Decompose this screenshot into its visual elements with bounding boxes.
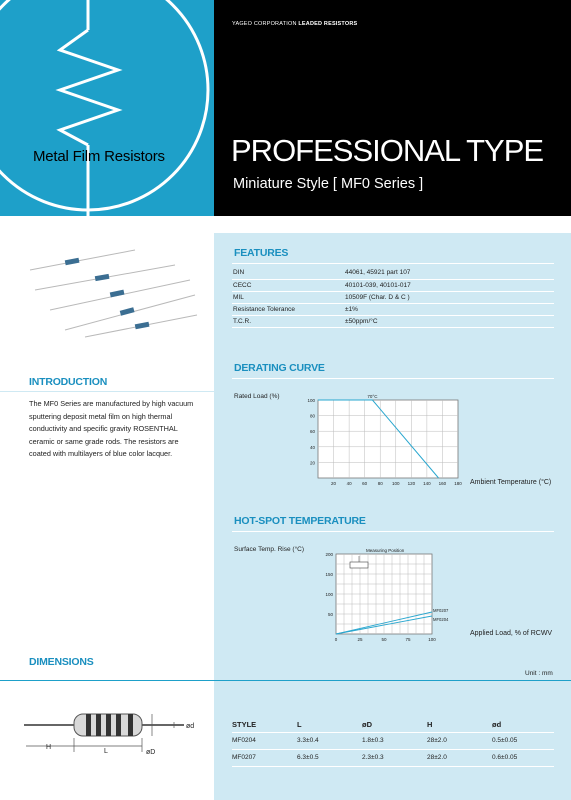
corp-prefix: YAGEO CORPORATION <box>232 21 297 27</box>
introduction-text: The MF0 Series are manufactured by high vacuum sputtering deposit metal film on high thermal conductivity and specific gravity ROSENTHAL ceramic or same grade rods. The resistors are coated with multilayers of blue color lacquer. <box>29 399 194 459</box>
x-tick-label: 60 <box>362 481 368 486</box>
x-tick-label: 140 <box>423 481 431 486</box>
x-tick-label: 25 <box>357 637 363 642</box>
table-cell: 6.3±0.5 <box>297 749 362 766</box>
divider <box>232 263 554 264</box>
y-tick-label: 150 <box>325 572 333 577</box>
y-tick-label: 100 <box>325 592 333 597</box>
feature-value: 40101-039, 40101-017 <box>344 279 554 291</box>
derating-ylabel: Rated Load (%) <box>234 393 280 400</box>
diagram-label-od-big: øD <box>146 749 156 756</box>
feature-key: DIN <box>232 267 344 279</box>
x-tick-label: 120 <box>407 481 416 486</box>
feature-key: Resistance Tolerance <box>232 303 344 315</box>
table-cell: 1.8±0.3 <box>362 732 427 749</box>
introduction-heading: INTRODUCTION <box>29 376 108 388</box>
header <box>0 0 571 216</box>
diagram-label-od-small: ød <box>186 723 195 730</box>
features-table <box>232 267 554 328</box>
derating-heading: DERATING CURVE <box>234 362 325 374</box>
table-row <box>232 303 554 315</box>
resistor-logo-icon <box>0 0 214 216</box>
x-tick-label: 100 <box>392 481 400 486</box>
hotspot-heading: HOT-SPOT TEMPERATURE <box>234 515 366 527</box>
divider <box>0 680 571 681</box>
dimensions-heading: DIMENSIONS <box>29 656 94 668</box>
hotspot-chart <box>318 540 458 644</box>
x-tick-label: 180 <box>454 481 462 486</box>
column-header: L <box>297 718 362 732</box>
derating-chart <box>298 386 468 492</box>
y-tick-label: 50 <box>327 612 333 617</box>
x-tick-label: 50 <box>381 637 387 642</box>
unit-label: Unit : mm <box>525 670 553 677</box>
feature-key: CECC <box>232 279 344 291</box>
measuring-resistor <box>350 562 368 568</box>
y-tick-label: 20 <box>309 460 315 466</box>
x-tick-label: 100 <box>428 637 436 642</box>
feature-value: 44061, 45921 part 107 <box>344 267 554 279</box>
table-cell: 3.3±0.4 <box>297 732 362 749</box>
table-row <box>232 291 554 303</box>
x-tick-label: 0 <box>334 637 338 642</box>
hotspot-xlabel: Applied Load, % of RCWV <box>470 630 553 637</box>
y-tick-label: 200 <box>325 552 333 557</box>
table-row <box>232 279 554 291</box>
y-tick-label: 100 <box>307 398 315 403</box>
table-cell: 28±2.0 <box>427 732 492 749</box>
table-cell: 0.5±0.05 <box>492 732 554 749</box>
feature-key: T.C.R. <box>232 315 344 327</box>
logo-panel <box>0 0 214 216</box>
feature-value: ±50ppm/°C <box>344 315 554 327</box>
feature-value: 10509F (Char. D & C ) <box>344 291 554 303</box>
corp-bold: LEADED RESISTORS <box>298 21 358 27</box>
y-tick-label: 40 <box>309 444 315 450</box>
resistor-photo-icon <box>25 245 205 340</box>
feature-key: MIL <box>232 291 344 303</box>
page-title: PROFESSIONAL TYPE <box>231 133 544 168</box>
corp-label <box>232 21 357 27</box>
column-header: STYLE <box>232 718 297 732</box>
brand-title: Metal Film Resistors <box>33 148 165 165</box>
table-cell: MF0207 <box>232 749 297 766</box>
x-tick-label: 75 <box>405 637 411 642</box>
feature-value: ±1% <box>344 303 554 315</box>
table-row <box>232 315 554 327</box>
x-tick-label: 20 <box>331 481 337 486</box>
divider <box>232 378 554 379</box>
column-header: ød <box>492 718 554 732</box>
column-header: H <box>427 718 492 732</box>
derating-annotation: 70°C <box>367 394 378 399</box>
y-tick-label: 80 <box>309 413 315 419</box>
table-cell: 2.3±0.3 <box>362 749 427 766</box>
x-tick-label: 160 <box>438 481 447 486</box>
diagram-label-l: L <box>104 748 108 755</box>
table-header-row <box>232 718 554 732</box>
table-cell: 28±2.0 <box>427 749 492 766</box>
page-subtitle: Miniature Style [ MF0 Series ] <box>233 176 424 192</box>
x-tick-label: 80 <box>377 481 383 486</box>
table-row <box>232 732 554 749</box>
diagram-label-h: H <box>46 744 52 751</box>
table-cell: MF0204 <box>232 732 297 749</box>
resistor-dimension-diagram <box>24 700 204 760</box>
divider <box>0 391 214 392</box>
series-label: MF0204 <box>433 617 449 622</box>
table-row <box>232 749 554 766</box>
features-heading: FEATURES <box>234 247 289 259</box>
table-row <box>232 267 554 279</box>
series-label: MF0207 <box>433 608 449 613</box>
derating-xlabel: Ambient Temperature (°C) <box>470 479 552 486</box>
plot-area <box>318 400 458 478</box>
x-tick-label: 40 <box>346 481 352 486</box>
dimensions-table <box>232 718 554 767</box>
column-header: øD <box>362 718 427 732</box>
divider <box>232 531 554 532</box>
hotspot-ylabel: Surface Temp. Rise (°C) <box>234 546 305 553</box>
y-tick-label: 60 <box>309 429 315 435</box>
hotspot-annotation: Measuring Position <box>366 548 405 553</box>
table-cell: 0.6±0.05 <box>492 749 554 766</box>
